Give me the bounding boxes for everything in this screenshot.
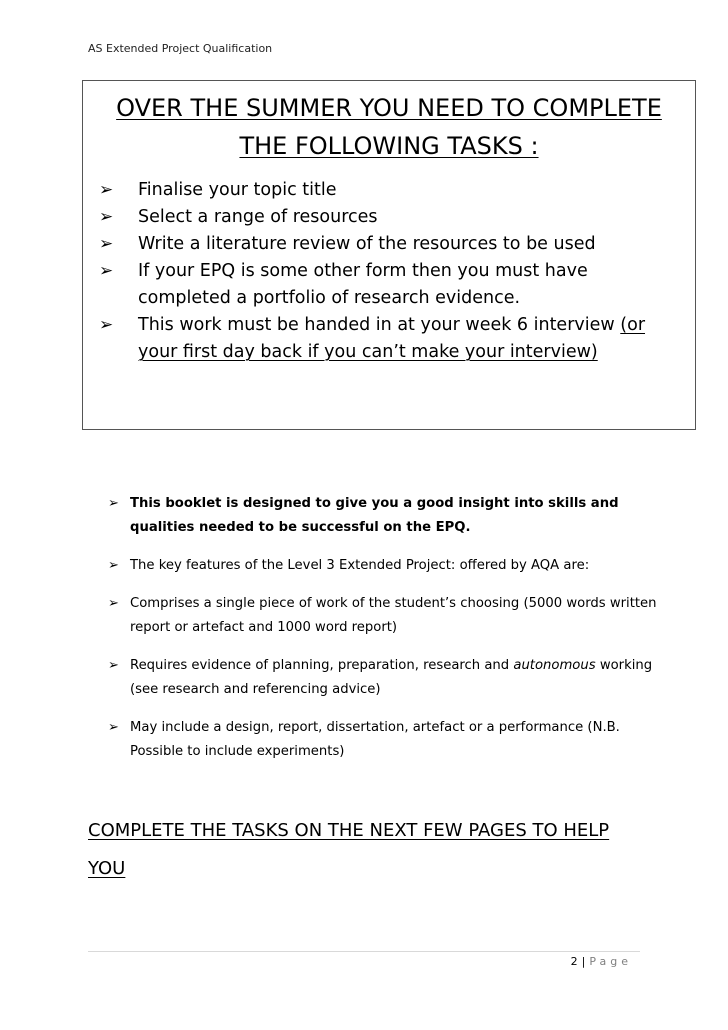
summer-tasks-box bbox=[82, 80, 696, 430]
info-item-text: This booklet is designed to give you a good insight into skills and qualities needed to be successful on the EPQ. bbox=[130, 496, 619, 535]
info-item bbox=[108, 654, 668, 702]
info-list bbox=[108, 492, 668, 778]
info-item bbox=[108, 554, 668, 578]
page-footer bbox=[571, 955, 632, 968]
task-item-text: Select a range of resources bbox=[138, 207, 378, 227]
arrow-bullet-icon: ➢ bbox=[108, 496, 119, 511]
footer-divider bbox=[88, 951, 640, 952]
info-item-text-before: Requires evidence of planning, preparation, research and bbox=[130, 658, 510, 673]
task-item bbox=[99, 177, 683, 204]
task-item-text: Finalise your topic title bbox=[138, 180, 337, 200]
info-item-text: May include a design, report, dissertation, artefact or a performance (N.B. Possible to include experiments) bbox=[130, 720, 620, 759]
info-item-text: The key features of the Level 3 Extended Project: offered by AQA are: bbox=[130, 558, 590, 573]
task-item-text: This work must be handed in at your week 6 interview bbox=[138, 315, 615, 335]
arrow-bullet-icon: ➢ bbox=[99, 180, 114, 200]
page-number: 2 bbox=[570, 955, 578, 968]
box-title-line-2: THE FOLLOWING TASKS : bbox=[239, 132, 539, 160]
info-item-text-after: working (see research and referencing advice) bbox=[130, 658, 653, 697]
arrow-bullet-icon: ➢ bbox=[108, 720, 119, 735]
arrow-bullet-icon: ➢ bbox=[108, 658, 119, 673]
running-header: AS Extended Project Qualification bbox=[88, 42, 273, 55]
box-title-line-1: OVER THE SUMMER YOU NEED TO COMPLETE bbox=[116, 94, 662, 122]
info-item bbox=[108, 716, 668, 764]
task-item-text: If your EPQ is some other form then you must have completed a portfolio of research evidence. bbox=[138, 261, 588, 308]
arrow-bullet-icon: ➢ bbox=[99, 315, 114, 335]
info-item bbox=[108, 592, 668, 640]
task-item bbox=[99, 204, 683, 231]
info-item-text: Comprises a single piece of work of the student’s choosing (5000 words written report or artefact and 1000 word report) bbox=[130, 596, 657, 635]
task-item-underlined-note: (or your first day back if you can’t make your interview) bbox=[138, 315, 646, 362]
task-item bbox=[99, 231, 683, 258]
box-title bbox=[83, 89, 695, 165]
arrow-bullet-icon: ➢ bbox=[99, 234, 114, 254]
page-label: Page bbox=[589, 955, 632, 968]
task-item bbox=[99, 258, 683, 312]
task-list bbox=[99, 177, 683, 366]
footer-separator: | bbox=[581, 955, 586, 968]
info-item bbox=[108, 492, 668, 540]
task-item-text: Write a literature review of the resources to be used bbox=[138, 234, 596, 254]
closing-heading: COMPLETE THE TASKS ON THE NEXT FEW PAGES TO HELP YOU bbox=[88, 820, 610, 879]
task-item bbox=[99, 312, 683, 366]
info-item-emphasis: autonomous bbox=[513, 658, 596, 673]
arrow-bullet-icon: ➢ bbox=[108, 558, 119, 573]
arrow-bullet-icon: ➢ bbox=[99, 207, 114, 227]
arrow-bullet-icon: ➢ bbox=[99, 261, 114, 281]
arrow-bullet-icon: ➢ bbox=[108, 596, 119, 611]
